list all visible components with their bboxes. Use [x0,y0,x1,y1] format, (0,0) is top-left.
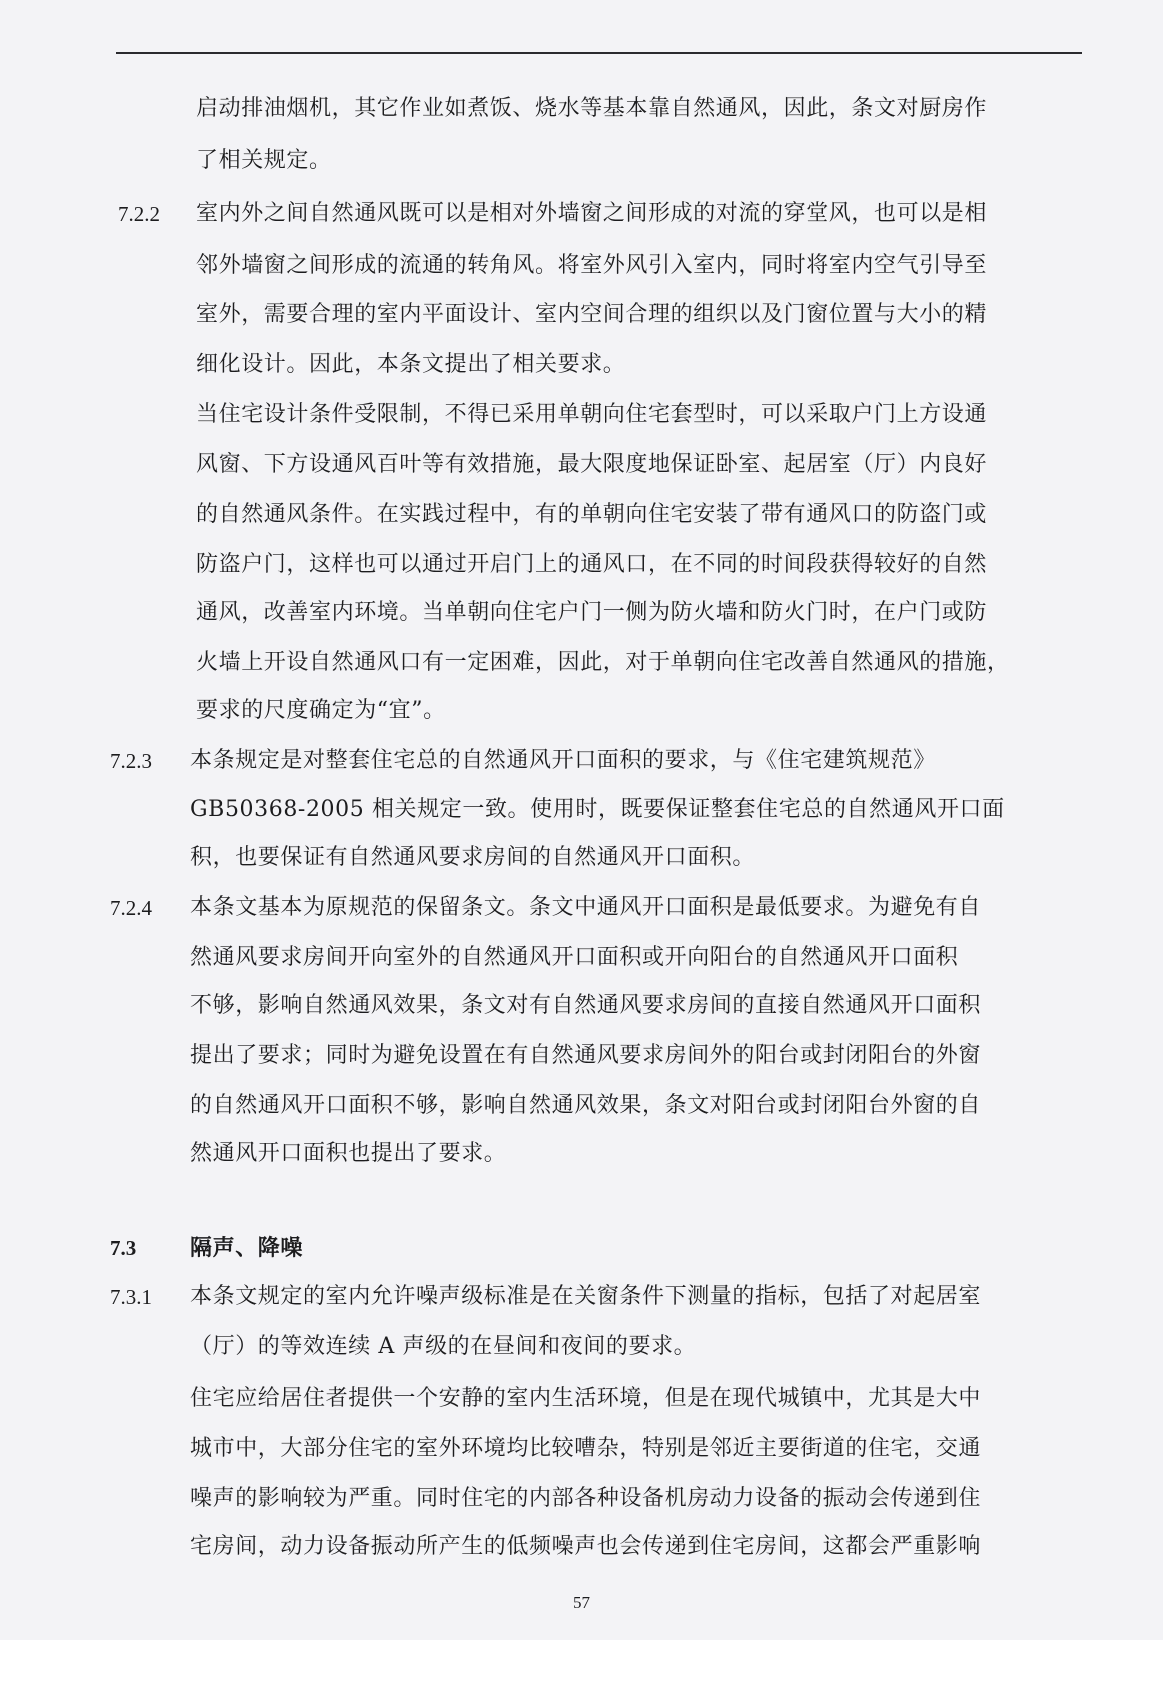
text-line: 然通风要求房间开向室外的自然通风开口面积或开向阳台的自然通风开口面积 [190,945,959,970]
text-line: 噪声的影响较为严重。同时住宅的内部各种设备机房动力设备的振动会传递到住 [190,1486,982,1511]
text-line: 细化设计。因此，本条文提出了相关要求。 [196,352,626,377]
clause-number-7-2-3: 7.2.3 [110,749,152,773]
text-line: 了相关规定。 [196,148,332,173]
text-line: 提出了要求；同时为避免设置在有自然通风要求房间外的阳台或封闭阳台的外窗 [190,1043,982,1068]
text-line: 风窗、下方设通风百叶等有效措施，最大限度地保证卧室、起居室（厅）内良好 [196,452,988,477]
text-line: 不够，影响自然通风效果，条文对有自然通风要求房间的直接自然通风开口面积 [190,993,982,1018]
text-line: 室内外之间自然通风既可以是相对外墙窗之间形成的对流的穿堂风，也可以是相 [196,201,988,226]
text-line: 邻外墙窗之间形成的流通的转角风。将室外风引入室内，同时将室内空气引导至 [196,253,988,278]
text-line: 的自然通风条件。在实践过程中，有的单朝向住宅安装了带有通风口的防盗门或 [196,502,988,527]
text-line: 启动排油烟机，其它作业如煮饭、烧水等基本靠自然通风，因此，条文对厨房作 [196,96,988,121]
text-line: 本条规定是对整套住宅总的自然通风开口面积的要求，与《住宅建筑规范》 [190,748,936,773]
text-line: 然通风开口面积也提出了要求。 [190,1141,507,1166]
text-line: 本条文基本为原规范的保留条文。条文中通风开口面积是最低要求。为避免有自 [190,895,982,920]
page-number: 57 [573,1593,590,1612]
text-line: 当住宅设计条件受限制，不得已采用单朝向住宅套型时，可以采取户门上方设通 [196,402,988,427]
text-line: 火墙上开设自然通风口有一定困难，因此，对于单朝向住宅改善自然通风的措施， [196,650,1010,675]
text-line: 宅房间，动力设备振动所产生的低频噪声也会传递到住宅房间，这都会严重影响 [190,1534,982,1559]
text-line: 的自然通风开口面积不够，影响自然通风效果，条文对阳台或封闭阳台外窗的自 [190,1093,982,1118]
bottom-margin [0,1640,1163,1700]
text-line: 防盗户门，这样也可以通过开启门上的通风口，在不同的时间段获得较好的自然 [196,552,988,577]
text-line: 要求的尺度确定为“宜”。 [196,698,446,723]
text-line: 城市中，大部分住宅的室外环境均比较嘈杂，特别是邻近主要街道的住宅，交通 [190,1436,982,1461]
text-line: （厅）的等效连续 A 声级的在昼间和夜间的要求。 [190,1334,697,1359]
text-line: GB50368-2005 相关规定一致。使用时，既要保证整套住宅总的自然通风开口面 [190,797,1005,822]
clause-number-7-3-1: 7.3.1 [110,1285,152,1309]
section-number-7-3: 7.3 [110,1236,137,1260]
clause-number-7-2-4: 7.2.4 [110,896,152,920]
section-title: 隔声、降噪 [190,1235,304,1261]
clause-number-7-2-2: 7.2.2 [118,202,160,226]
header-rule [116,52,1082,54]
text-line: 住宅应给居住者提供一个安静的室内生活环境，但是在现代城镇中，尤其是大中 [190,1386,982,1411]
text-line: 积，也要保证有自然通风要求房间的自然通风开口面积。 [190,845,756,870]
text-line: 通风，改善室内环境。当单朝向住宅户门一侧为防火墙和防火门时，在户门或防 [196,600,988,625]
text-line: 本条文规定的室内允许噪声级标准是在关窗条件下测量的指标，包括了对起居室 [190,1284,982,1309]
text-line: 室外，需要合理的室内平面设计、室内空间合理的组织以及门窗位置与大小的精 [196,302,988,327]
